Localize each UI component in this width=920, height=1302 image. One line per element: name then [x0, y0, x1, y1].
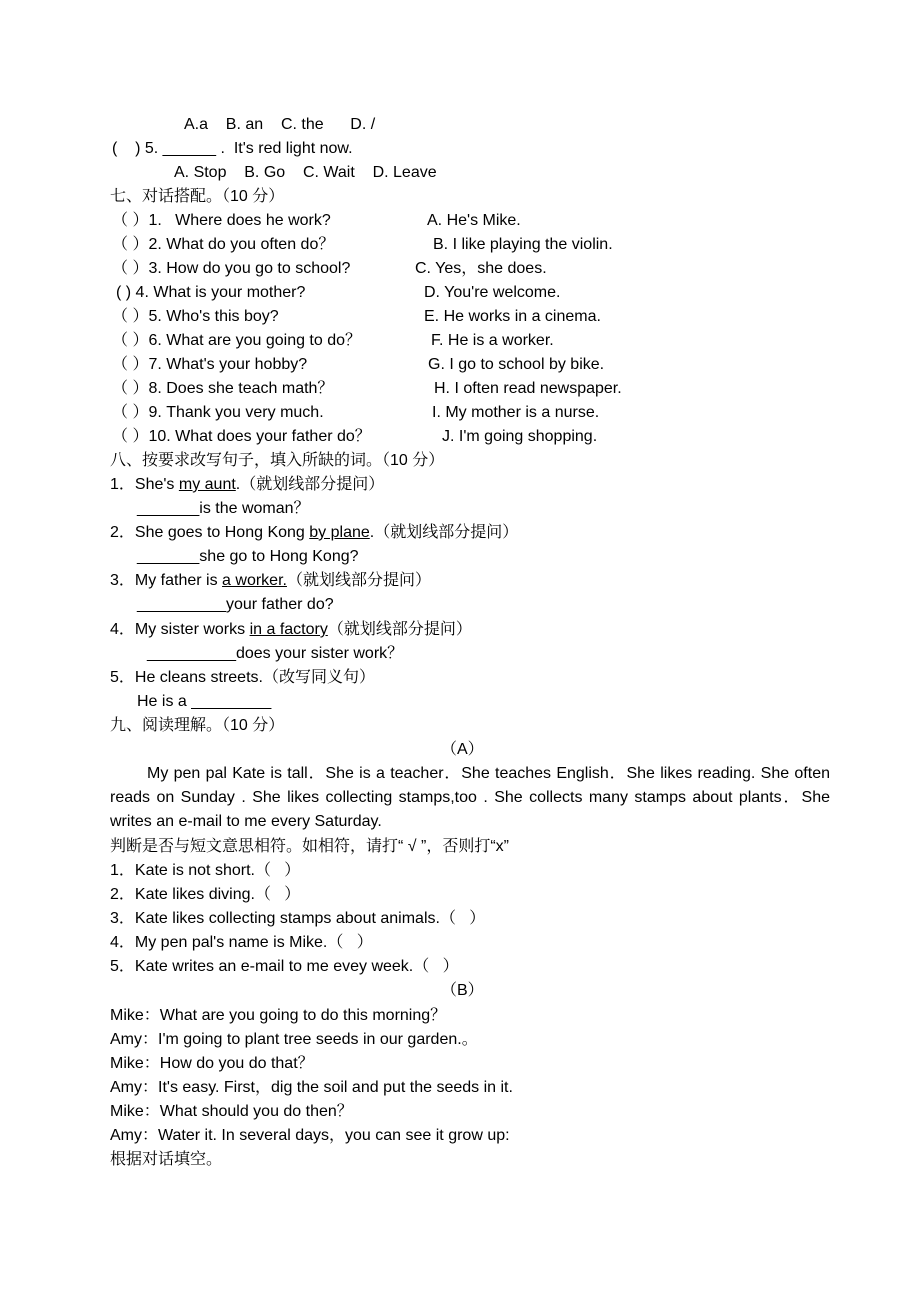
q5-options: A. Stop B. Go C. Wait D. Leave [174, 164, 437, 181]
rewrite-answer-line: _______is the woman？ [137, 500, 310, 517]
sentence-text: My sister works [134, 621, 250, 638]
match-question: （ ）3. How do you go to school? [112, 260, 351, 277]
match-question: （ ）8. Does she teach math？ [112, 380, 334, 397]
match-answer: A. He's Mike. [427, 212, 521, 229]
match-question: （ ）1. Where does he work? [112, 212, 331, 229]
item-number: 3． [110, 572, 135, 589]
rewrite-answer-line: He is a _________ [137, 693, 272, 710]
sentence-text: She goes to Hong Kong [134, 524, 310, 541]
rewrite-item [110, 473, 384, 497]
item-number: 2． [110, 524, 135, 541]
match-question: （ ）6. What are you going to do？ [112, 332, 362, 349]
rewrite-item [110, 666, 375, 690]
sentence-text: He cleans streets. [134, 669, 263, 686]
match-answer: I. My mother is a nurse. [432, 404, 600, 421]
dialogue-line: Amy：Water it. In several days，you can see it grow up: [110, 1127, 510, 1144]
match-question: （ ）7. What's your hobby? [112, 356, 308, 373]
match-answer: E. He works in a cinema. [424, 308, 601, 325]
q4-options: A.a B. an C. the D. / [184, 116, 376, 133]
dialogue-line: Mike：What are you going to do this morning？ [110, 1007, 447, 1024]
rewrite-answer-line: __________does your sister work？ [147, 645, 404, 662]
sentence-text: She's [134, 476, 179, 493]
judge-statement: 1．Kate is not short.（ ） [110, 862, 301, 879]
part-b-label: （B） [441, 982, 484, 999]
q5-stem: ( ) 5. ______ . It's red light now. [112, 140, 353, 157]
rewrite-answer-line: __________your father do? [137, 596, 334, 613]
match-question: （ ）9. Thank you very much. [112, 404, 324, 421]
judge-statement: 2．Kate likes diving.（ ） [110, 886, 301, 903]
instruction-text: .（就划线部分提问） [369, 524, 519, 541]
match-question: （ ）10. What does your father do？ [112, 428, 371, 445]
section8-title: 八、按要求改写句子，填入所缺的词。（10 分） [110, 452, 445, 469]
part-a-label: （A） [441, 741, 484, 758]
match-answer: F. He is a worker. [431, 332, 554, 349]
section9-title: 九、阅读理解。（10 分） [110, 717, 285, 734]
rewrite-item [110, 618, 472, 642]
judge-statement: 3．Kate likes collecting stamps about animals.（ ） [110, 910, 486, 927]
rewrite-answer-line: _______she go to Hong Kong? [137, 548, 359, 565]
dialogue-line: Mike：What should you do then？ [110, 1103, 353, 1120]
sentence-text: My father is [134, 572, 223, 589]
match-question: ( ) 4. What is your mother? [116, 284, 306, 301]
dialogue-line: Amy：I'm going to plant tree seeds in our garden.。 [110, 1031, 478, 1048]
match-answer: D. You're welcome. [424, 284, 561, 301]
instruction-text: （改写同义句） [262, 669, 375, 686]
item-number: 1． [110, 476, 135, 493]
instruction-text: （就划线部分提问） [286, 572, 431, 589]
match-answer: H. I often read newspaper. [434, 380, 622, 397]
match-answer: J. I'm going shopping. [442, 428, 598, 445]
instruction-text: （就划线部分提问） [327, 621, 472, 638]
match-question: （ ）5. Who's this boy? [112, 308, 279, 325]
item-number: 5． [110, 669, 135, 686]
underlined-phrase: my aunt [178, 476, 236, 493]
underlined-phrase: a worker. [222, 572, 287, 589]
reading-passage: My pen pal Kate is tall．She is a teacher．She teaches English．She likes reading. She often reads on Sunday . She likes collecting stamps,too . She collects many stamps about plants．She writes an e-mail to me every Saturday. [110, 765, 830, 830]
instruction-text: .（就划线部分提问） [235, 476, 385, 493]
judge-instruction: 判断是否与短文意思相符。如相符，请打“ √ ”，否则打“x” [110, 838, 509, 855]
match-question: （ ）2. What do you often do？ [112, 236, 335, 253]
fill-instruction: 根据对话填空。 [110, 1151, 223, 1168]
rewrite-item [110, 521, 518, 545]
rewrite-item [110, 569, 431, 593]
dialogue-line: Amy：It's easy. First，dig the soil and put the seeds in it. [110, 1079, 513, 1096]
item-number: 4． [110, 621, 135, 638]
section7-title: 七、对话搭配。（10 分） [110, 188, 285, 205]
match-answer: B. I like playing the violin. [433, 236, 613, 253]
dialogue-line: Mike：How do you do that？ [110, 1055, 314, 1072]
judge-statement: 5．Kate writes an e-mail to me evey week.（ ） [110, 958, 459, 975]
match-answer: C. Yes，she does. [415, 260, 547, 277]
judge-statement: 4．My pen pal's name is Mike.（ ） [110, 934, 373, 951]
match-answer: G. I go to school by bike. [428, 356, 605, 373]
underlined-phrase: in a factory [249, 621, 328, 638]
underlined-phrase: by plane [309, 524, 370, 541]
